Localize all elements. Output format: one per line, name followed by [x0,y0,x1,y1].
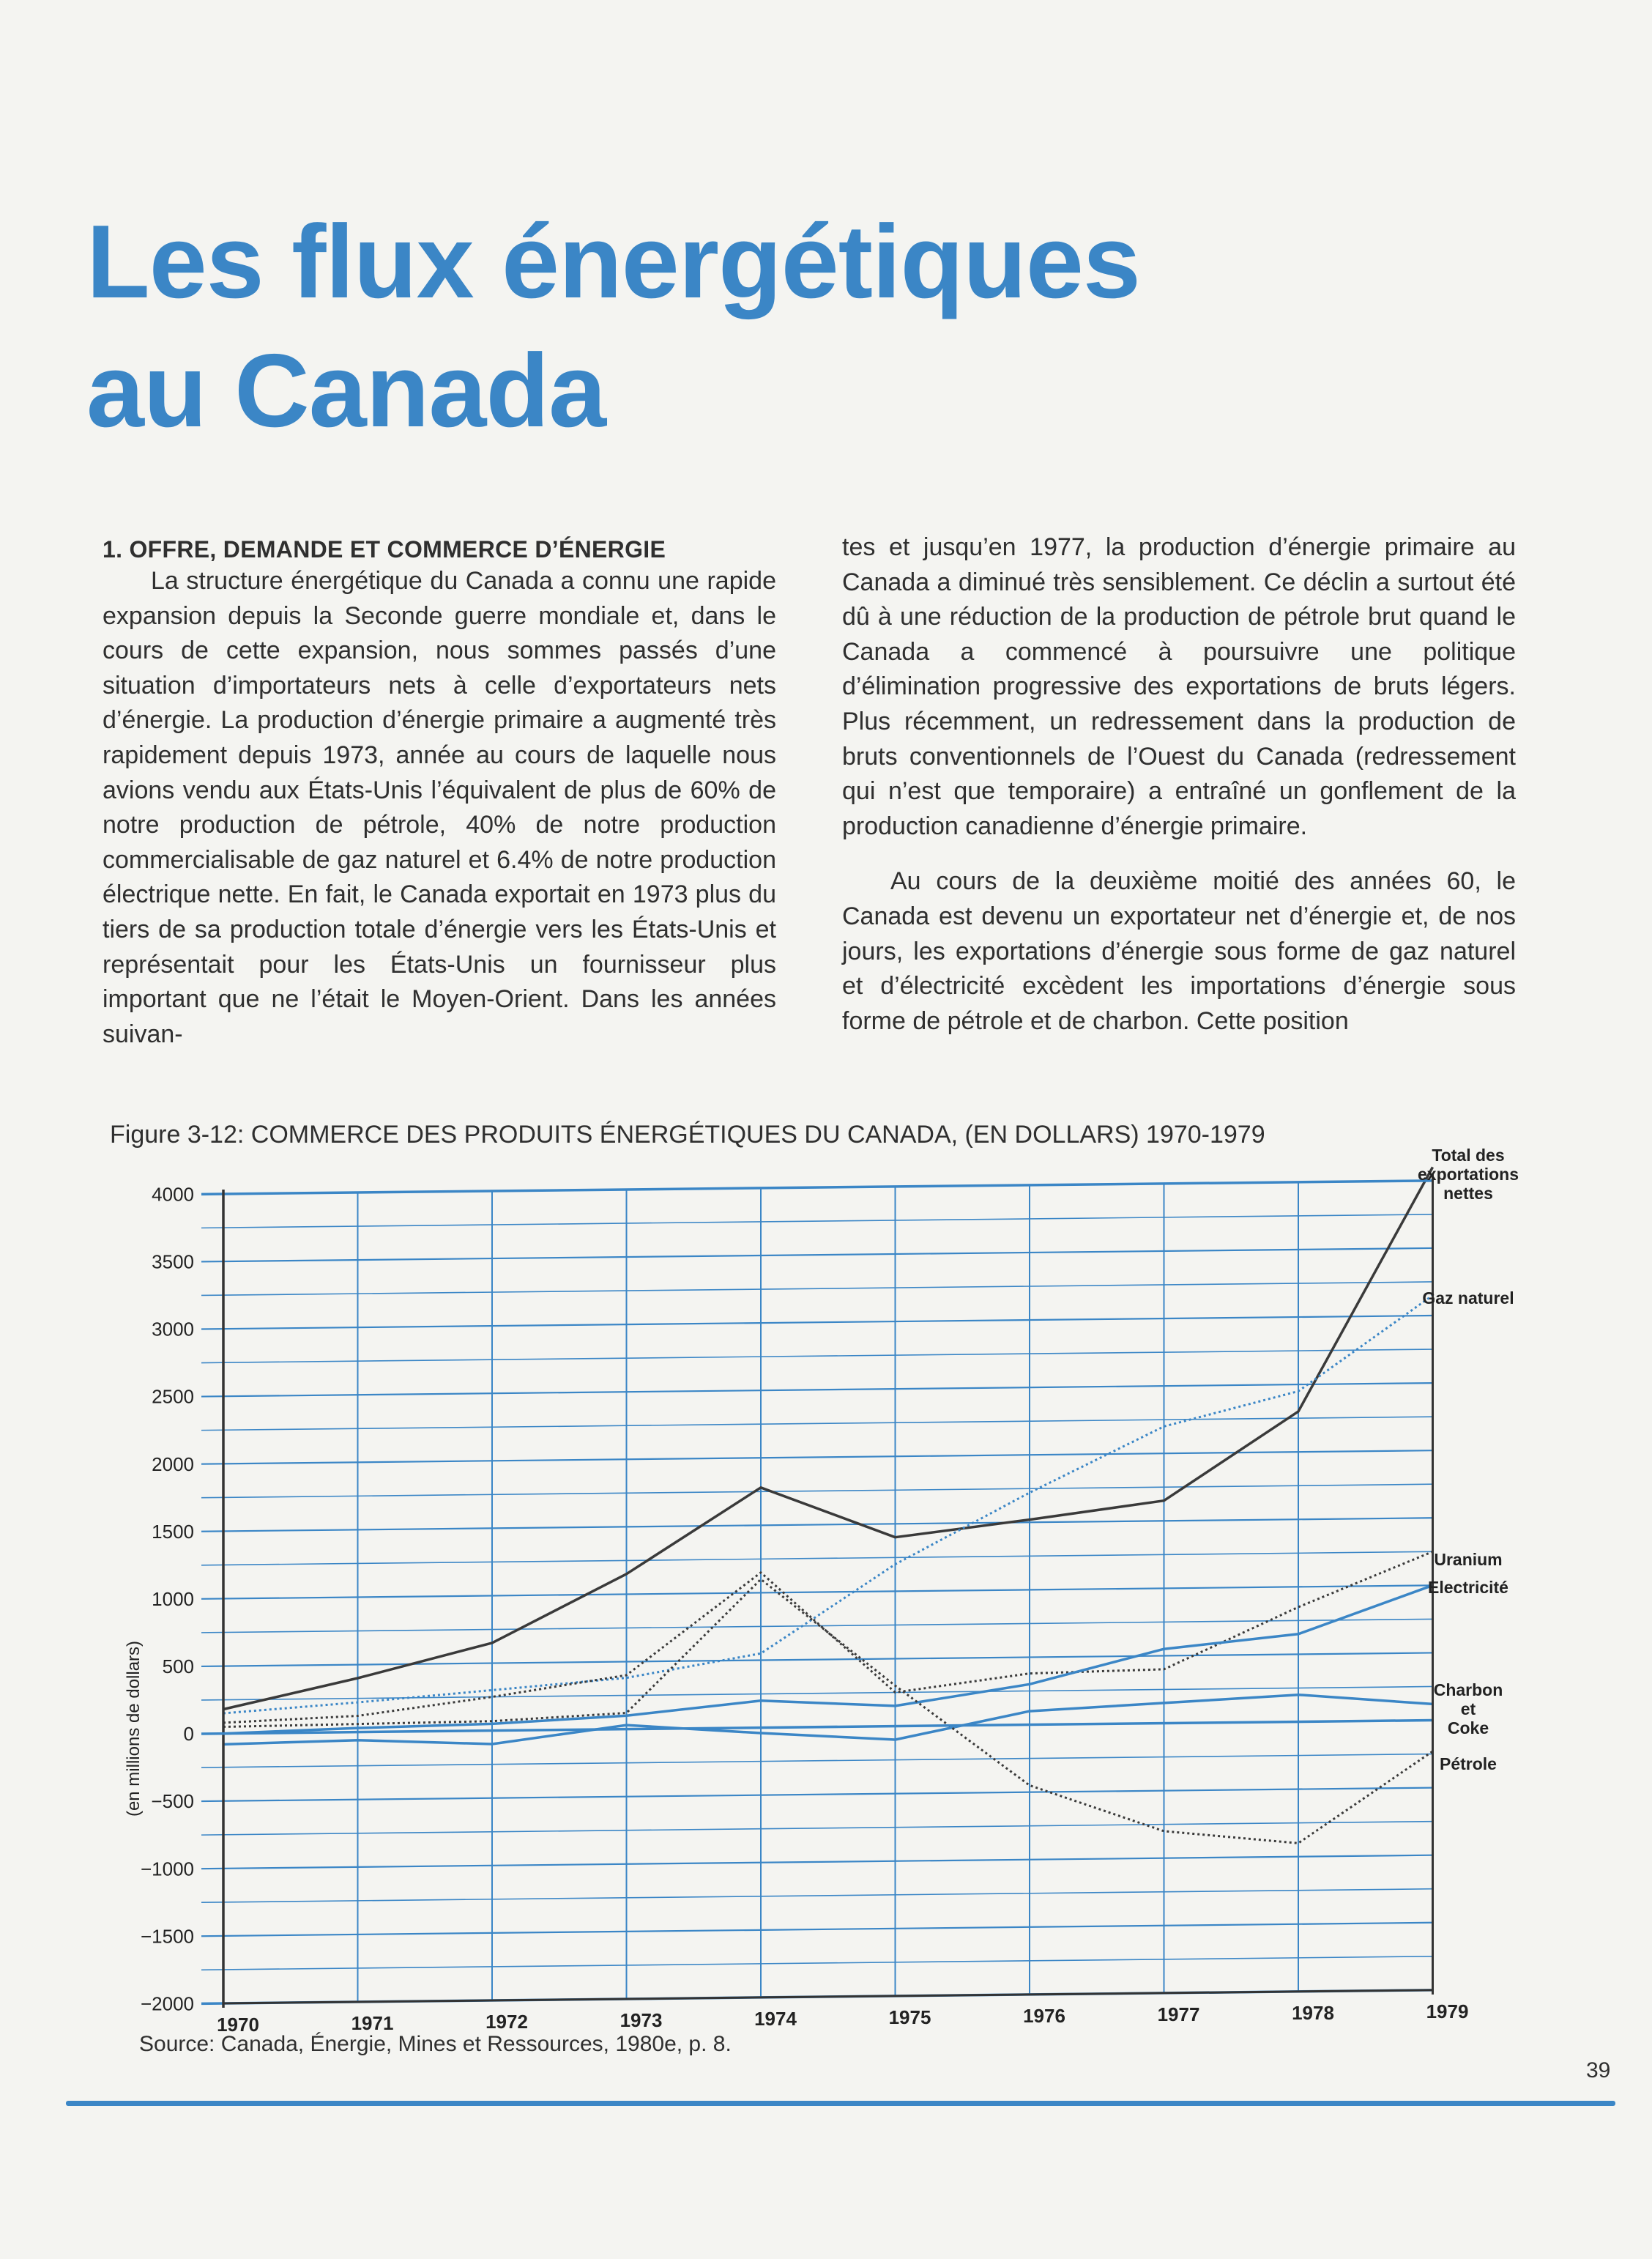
y-tick-label: 4000 [152,1183,194,1206]
y-tick-label: 0 [183,1723,194,1746]
title-line-2: au Canada [86,333,606,449]
legend-label-line: exportations [1417,1165,1519,1184]
x-tick-label: 1971 [351,2011,394,2034]
y-tick-label: 1000 [152,1587,194,1610]
gridline-major [201,1855,1432,1869]
x-tick-label: 1972 [485,2010,528,2033]
series-line [223,1167,1433,1709]
chart-labels [124,1146,1519,2036]
gridline-major [201,1383,1432,1396]
section-heading: 1. OFFRE, DEMANDE ET COMMERCE D’ÉNERGIE [103,536,666,563]
chart-grid [201,1181,1433,2003]
legend-label [1434,1550,1502,1569]
gridline-major [201,1248,1432,1261]
y-tick-label: 2500 [152,1385,194,1408]
x-tick-label: 1978 [1292,2001,1334,2024]
x-tick-label: 1973 [620,2008,663,2031]
gridline-minor [201,1754,1432,1767]
gridline-major [201,1923,1432,1936]
legend-label [1440,1754,1497,1773]
y-tick-label: −2000 [140,1992,194,2015]
x-tick-label: 1974 [754,2007,797,2030]
legend-label-line: Total des [1432,1146,1505,1165]
gridline-minor [201,1417,1432,1430]
gridline-minor [201,1214,1432,1228]
paragraph-right-2: Au cours de la deuxième moitié des années 60, le Canada est devenu un exportateur net d’énergie et, de nos jours, les exportations d’énergie sous forme de gaz naturel et d’électricité excèdent les importations d’énergie sous forme de pétrole et de charbon. Cette position [842,867,1516,1035]
legend-label-line: nettes [1443,1184,1493,1203]
gridline-major [201,1316,1432,1329]
x-tick-label: 1979 [1426,2000,1469,2022]
gridline-minor [201,1484,1432,1497]
legend-label-line: Charbon [1433,1680,1503,1699]
gridline-minor [201,1349,1432,1362]
page-number: 39 [1586,2058,1611,2082]
y-tick-label: 3500 [152,1250,194,1273]
legend-label [1434,1680,1503,1737]
x-tick-label: 1970 [217,2014,259,2036]
legend-label-line: Gaz naturel [1422,1288,1514,1307]
gridline-minor [201,1619,1432,1632]
legend-label-line: Uranium [1434,1550,1503,1569]
x-tick-label: 1975 [888,2006,931,2028]
title-line-1: Les flux énergétiques [86,204,1140,320]
gridline-major [201,1585,1432,1598]
y-tick-label: −1000 [140,1858,194,1880]
gridline-major [201,1652,1432,1666]
paragraph-right-1: tes et jusqu’en 1977, la production d’énergie primaire au Canada a diminué très sensiblement. Ce déclin a surtout été dû à une réduction de la production de pétrole brut quand le Canada a commencé à poursuivre une politique d’élimination progressive des exportations de bruts légers. Plus récemment, un redressement dans la production de bruts conventionnels de l’Ouest du Canada (redressement qui n’est que temporaire) a entraîné un gonflement de la production canadienne d’énergie primaire. [842,533,1516,840]
legend-label [1428,1578,1508,1597]
gridline-minor [201,1889,1432,1902]
legend-label [1422,1288,1514,1307]
paragraph-left: La structure énergétique du Canada a connu une rapide expansion depuis la Seconde guerre mondiale et, dans le cours de cette expansion, nous sommes passés d’une situation d’importateurs nets à celle d’exportateurs nets d’énergie. La production d’énergie primaire a augmenté très rapidement depuis 1973, année au cours de laquelle nous avions vendu aux États-Unis l’équivalent de plus de 60% de notre production de pétrole, 40% de notre production commercialisable de gaz naturel et 6.4% de notre production électrique nette. En fait, le Canada exportait en 1973 plus du tiers de sa production totale d’énergie vers les États-Unis et représentait pour les États-Unis un fournisseur plus important que ne l’était le Moyen-Orient. Dans les années suivan- [103,567,776,1048]
legend-label-line: Coke [1447,1718,1489,1737]
legend-label-line: et [1460,1699,1476,1718]
gridline-minor [201,1822,1432,1835]
y-tick-label: 500 [162,1655,194,1678]
x-axis [223,1990,1433,2003]
legend-label-line: Electricité [1428,1578,1508,1597]
chart-series [223,1167,1433,1843]
gridline-minor [201,1551,1432,1565]
y-tick-label: −1500 [140,1925,194,1948]
gridline-major [201,1450,1432,1464]
gridline-minor [201,1282,1432,1295]
bottom-rule [66,2101,1615,2106]
x-tick-label: 1977 [1157,2003,1200,2025]
plot-border-top [201,1181,1432,1194]
y-tick-label: 2000 [152,1453,194,1475]
gridline-major [201,1788,1432,1801]
y-tick-label: 1500 [152,1520,194,1543]
figure-caption: Figure 3-12: COMMERCE DES PRODUITS ÉNERGÉTIQUES DU CANADA, (EN DOLLARS) 1970-1979 [110,1121,1265,1149]
x-tick-label: 1976 [1023,2004,1065,2027]
y-tick-label: −500 [151,1790,194,1813]
series-line [223,1579,1433,1843]
chart-axes [201,1173,1433,2008]
legend-label-line: Pétrole [1440,1754,1497,1773]
y-axis-title: (en millions de dollars) [124,1640,144,1817]
gridline-minor [201,1956,1432,1970]
series-line [223,1295,1433,1713]
y-tick-label: 3000 [152,1318,194,1340]
figure-source: Source: Canada, Énergie, Mines et Ressources, 1980e, p. 8. [139,2032,732,2056]
gridline-major [201,1518,1432,1531]
